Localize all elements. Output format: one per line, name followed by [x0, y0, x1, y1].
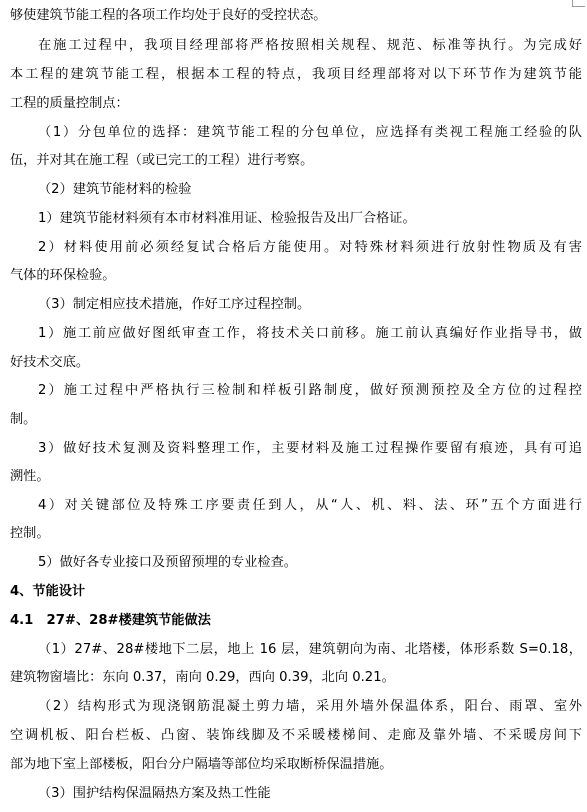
paragraph-line: 2）施工过程中严格执行三检制和样板引路制度，做好预测预控及全方位的过程控	[38, 383, 582, 398]
paragraph-line: 3）做好技术复测及资料整理工作，主要材料及施工过程操作要留有痕迹，具有可追	[38, 441, 582, 456]
subsection-heading: 4.1 27#、28#楼建筑节能做法	[10, 613, 211, 628]
section-heading: 4、节能设计	[10, 584, 86, 599]
paragraph-line: 建筑物窗墙比：东向 0.37，南向 0.29，西向 0.39，北向 0.21。	[10, 670, 395, 685]
paragraph-line: （2）结构形式为现浇钢筋混凝土剪力墙，采用外墙外保温体系，阳台、雨罩、室外	[38, 699, 582, 714]
paragraph-line: 够使建筑节能工程的各项工作均处于良好的受控状态。	[10, 8, 327, 23]
paragraph-line: 空调机板、阳台栏板、凸窗、装饰线脚及不采暖楼梯间、走廊及靠外墙、不采暖房间下	[10, 728, 582, 743]
page-corner-mark	[572, 0, 585, 7]
paragraph-line: 好技术交底。	[10, 355, 90, 370]
paragraph-line: （3）制定相应技术措施，作好工序过程控制。	[38, 297, 311, 312]
paragraph-line: （1）27#、28#楼地下二层，地上 16 层，建筑朝向为南、北塔楼，体形系数 S=0.18，	[38, 642, 582, 657]
paragraph-line: 4）对关键部位及特殊工序要责任到人，从“人、机、料、法、环”五个方面进行	[38, 498, 582, 513]
paragraph-line: （3）围护结构保温隔热方案及热工性能	[38, 786, 271, 801]
paragraph-line: 本工程的建筑节能工程，根据本工程的特点，我项目经理部将对以下环节作为建筑节能	[10, 67, 582, 82]
paragraph-line: 部为地下室上部楼板，阳台分户隔墙等部位均采取断桥保温措施。	[10, 757, 393, 772]
paragraph-line: 气体的环保检验。	[10, 268, 116, 283]
paragraph-line: 5）做好各专业接口及预留预埋的专业检查。	[38, 555, 297, 570]
paragraph-line: 控制。	[10, 526, 50, 541]
paragraph-line: 1）施工前应做好图纸审查工作，将技术关口前移。施工前认真编好作业指导书，做	[38, 326, 582, 341]
paragraph-line: 2）材料使用前必须经复试合格后方能使用。对特殊材料须进行放射性物质及有害	[38, 240, 582, 255]
paragraph-line: 1）建筑节能材料须有本市材料准用证、检验报告及出厂合格证。	[38, 211, 416, 226]
paragraph-line: 溯性。	[10, 469, 50, 484]
paragraph-line: 制。	[10, 412, 37, 427]
paragraph-line: 在施工过程中，我项目经理部将严格按照相关规程、规范、标准等执行。为完成好	[38, 38, 582, 53]
paragraph-line: 工程的质量控制点：	[10, 96, 129, 111]
paragraph-line: （1）分包单位的选择：建筑节能工程的分包单位，应选择有类视工程施工经验的队	[38, 125, 582, 140]
paragraph-line: 伍，并对其在施工程（或已完工的工程）进行考察。	[10, 153, 314, 168]
paragraph-line: （2）建筑节能材料的检验	[38, 182, 192, 197]
